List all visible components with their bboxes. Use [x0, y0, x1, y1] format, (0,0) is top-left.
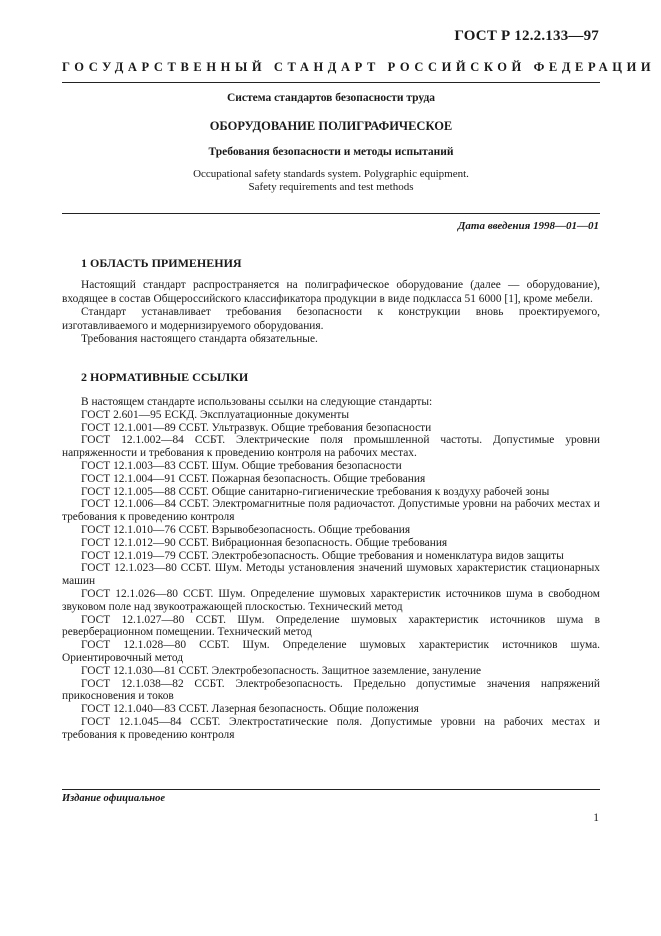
- section-1-body: [62, 279, 600, 347]
- normative-references-list: [62, 396, 600, 742]
- footer-rule: [62, 789, 600, 790]
- list-item: ГОСТ 12.1.001—89 ССБТ. Ультразвук. Общие требования безопасности: [81, 421, 432, 434]
- list-item: ГОСТ 12.1.003—83 ССБТ. Шум. Общие требования безопасности: [81, 459, 402, 472]
- header-rule: [62, 82, 600, 83]
- list-item: ГОСТ 12.1.002—84 ССБТ. Электрические поля промышленной частоты. Допустимые уровни напряженности и требования к проведению контроля на рабочих местах.: [62, 434, 600, 460]
- list-item: ГОСТ 12.1.005—88 ССБТ. Общие санитарно-гигиенические требования к воздуху рабочей зоны: [81, 485, 550, 498]
- list-item: ГОСТ 12.1.004—91 ССБТ. Пожарная безопасность. Общие требования: [81, 472, 426, 485]
- list-item: ГОСТ 12.1.028—80 ССБТ. Шум. Определение шумовых характеристик источников шума. Ориентировочный метод: [62, 639, 600, 664]
- list-item: ГОСТ 12.1.019—79 ССБТ. Электробезопасность. Общие требования и номенклатура видов защиты: [81, 549, 564, 562]
- main-title: ОБОРУДОВАНИЕ ПОЛИГРАФИЧЕСКОЕ: [209, 119, 453, 133]
- section-2-heading: 2 НОРМАТИВНЫЕ ССЫЛКИ: [81, 370, 249, 384]
- subtitle: Требования безопасности и методы испытаний: [208, 146, 454, 158]
- english-title: [62, 168, 600, 194]
- english-title-line-1: Occupational safety standards system. Polygraphic equipment.: [193, 168, 469, 180]
- list-item: ГОСТ 2.601—95 ЕСКД. Эксплуатационные документы: [81, 408, 350, 421]
- document-code: ГОСТ Р 12.2.133—97: [454, 28, 599, 44]
- list-item: ГОСТ 12.1.023—80 ССБТ. Шум. Методы установления значений шумовых характеристик стационарных машин: [62, 562, 600, 588]
- system-title: Система стандартов безопасности труда: [226, 92, 436, 104]
- list-item: ГОСТ 12.1.038—82 ССБТ. Электробезопасность. Предельно допустимые значения напряжений прикосновения и токов: [62, 677, 600, 703]
- list-item: ГОСТ 12.1.030—81 ССБТ. Электробезопасность. Защитное заземление, зануление: [81, 664, 482, 677]
- list-item: ГОСТ 12.1.040—83 ССБТ. Лазерная безопасность. Общие положения: [81, 703, 419, 716]
- introduction-date: Дата введения 1998—01—01: [457, 220, 599, 232]
- state-standard-header: ГОСУДАРСТВЕННЫЙ СТАНДАРТ РОССИЙСКОЙ ФЕДЕРАЦИИ: [62, 60, 656, 74]
- list-item: ГОСТ 12.1.010—76 ССБТ. Взрывобезопасность. Общие требования: [81, 523, 411, 536]
- paragraph: Стандарт устанавливает требования безопасности к конструкции вновь проектируемого, изготавливаемого и модернизируемого оборудования.: [62, 306, 600, 332]
- section-1-heading: 1 ОБЛАСТЬ ПРИМЕНЕНИЯ: [81, 256, 242, 270]
- list-item: ГОСТ 12.1.006—84 ССБТ. Электромагнитные поля радиочастот. Допустимые уровни на рабочих местах и требования к проведению контроля: [62, 498, 600, 524]
- list-item: ГОСТ 12.1.012—90 ССБТ. Вибрационная безопасность. Общие требования: [81, 536, 448, 549]
- title-rule: [62, 213, 600, 214]
- paragraph: Настоящий стандарт распространяется на полиграфическое оборудование (далее — оборудование), входящее в состав Общероссийского классификатора продукции в виде подкласса 51 6000 [1], кроме мебели.: [62, 279, 600, 305]
- english-title-line-2: Safety requirements and test methods: [248, 181, 414, 193]
- list-item: ГОСТ 12.1.026—80 ССБТ. Шум. Определение шумовых характеристик источников шума в свободном звуковом поле над звукоотражающей плоскостью. Технический метод: [62, 587, 600, 613]
- list-item: ГОСТ 12.1.027—80 ССБТ. Шум. Определение шумовых характеристик источников шума в реверберационном помещении. Технический метод: [62, 613, 600, 639]
- list-item: ГОСТ 12.1.045—84 ССБТ. Электростатические поля. Допустимые уровни на рабочих местах и требования к проведению контроля: [62, 715, 600, 741]
- page-number: 1: [593, 812, 599, 824]
- paragraph: Требования настоящего стандарта обязательные.: [81, 333, 318, 345]
- official-edition-label: Издание официальное: [62, 793, 166, 804]
- list-item: В настоящем стандарте использованы ссылки на следующие стандарты:: [81, 396, 433, 408]
